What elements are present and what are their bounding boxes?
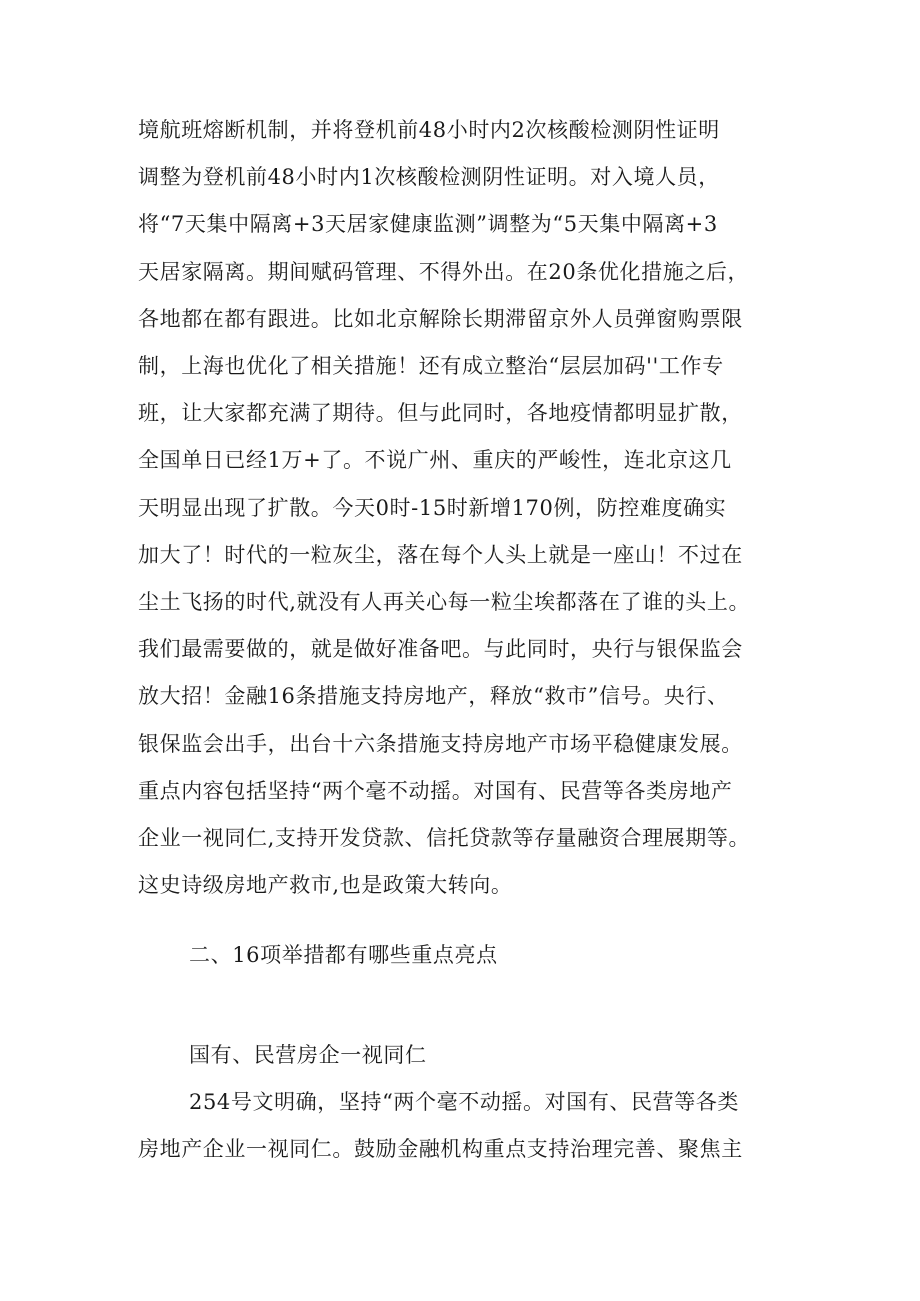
- text-line: 班，让大家都充满了期待。但与此同时，各地疫情都明显扩散，: [138, 401, 743, 426]
- text-line: 我们最需要做的，就是做好准备吧。与此同时，央行与银保监会: [138, 637, 743, 662]
- text-line: 银保监会出手，出台十六条措施支持房地产市场平稳健康发展。: [138, 731, 743, 756]
- text-line: 放大招！金融16条措施支持房地产，释放“救市”信号。央行、: [138, 684, 729, 709]
- text-line: 境航班熔断机制，并将登机前48小时内2次核酸检测阴性证明: [138, 118, 720, 142]
- subheading: 国有、民营房企一视同仁: [189, 1043, 427, 1067]
- text-line: 将“7天集中隔离+3天居家健康监测”调整为“5天集中隔离+3: [138, 212, 718, 237]
- text-line: 尘土飞扬的时代,就没有人再关心每一粒尘埃都落在了谁的头上。: [138, 590, 751, 614]
- text-line: 重点内容包括坚持“两个毫不动摇。对国有、民营等各类房地产: [138, 778, 733, 803]
- text-line: 房地产企业一视同仁。鼓励金融机构重点支持治理完善、聚焦主: [138, 1137, 743, 1162]
- text-line: 各地都在都有跟进。比如北京解除长期滞留京外人员弹窗购票限: [138, 306, 743, 331]
- text-line: 254号文明确，坚持“两个毫不动摇。对国有、民营等各类: [189, 1090, 740, 1114]
- text-line: 天居家隔离。期间赋码管理、不得外出。在20条优化措施之后，: [138, 259, 750, 284]
- section-heading: 二、16项举措都有哪些重点亮点: [189, 943, 498, 967]
- text-line: 全国单日已经1万+了。不说广州、重庆的严峻性，连北京这几: [138, 448, 732, 473]
- text-line: 加大了！时代的一粒灰尘，落在每个人头上就是一座山！不过在: [138, 542, 743, 567]
- text-line: 这史诗级房地产救市,也是政策大转向。: [138, 873, 513, 898]
- text-line: 企业一视同仁,支持开发贷款、信托贷款等存量融资合理展期等。: [138, 826, 751, 850]
- text-line: 制，上海也优化了相关措施！还有成立整治“层层加码''工作专: [138, 354, 724, 378]
- text-line: 天明显出现了扩散。今天0时-15时新增170例，防控难度确实: [138, 495, 727, 520]
- text-line: 调整为登机前48小时内1次核酸检测阴性证明。对入境人员，: [138, 165, 720, 190]
